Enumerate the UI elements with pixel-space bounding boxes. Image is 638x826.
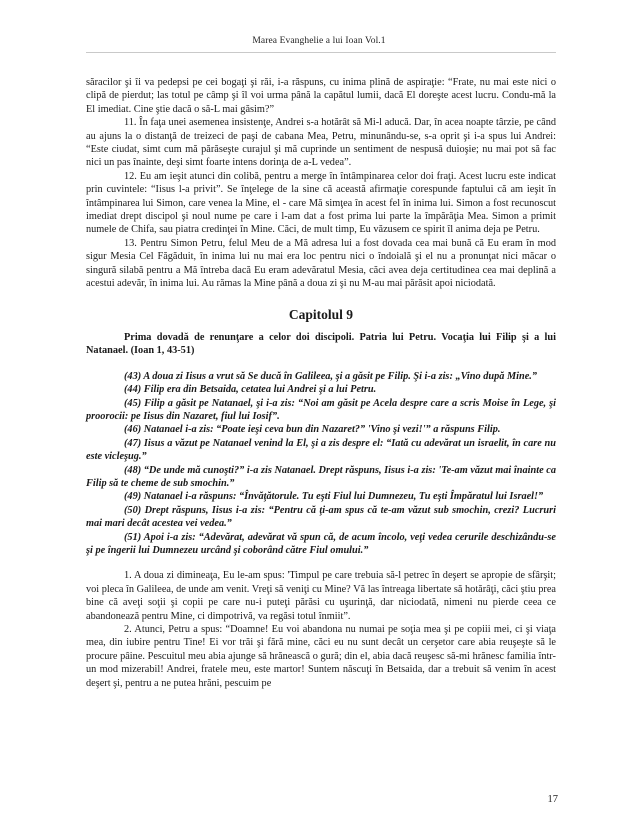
verse-46: (46) Natanael i-a zis: “Poate ieşi ceva bun din Nazaret?” 'Vino şi vezi!'” a răspuns Filip.: [124, 424, 501, 436]
chapter-title: Capitolul 9: [288, 306, 354, 322]
verse-44: (44) Filip era din Betsaida, cetatea lui Andrei şi a lui Petru.: [124, 384, 377, 396]
paragraph-12: 12. Eu am ieşit atunci din colibă, pentru a merge în întâmpinarea celor doi fraţi. Acest lucru este indicat prin cuvintele: “Iisus l-a privit”. Se înţelege de la sine că această afirmaţie corespunde faptului că am ieşit în întâmpinarea lui Simon, care venea la Mine, el - care Mă simţea în acest fel în inima lui. Simon a fost recunoscut imediat drept discipol şi noul nume pe care i l-am dat a fost prima lui parte la împărăţia Mea. Simon a primit numele de Chifa, sau piatra credinţei în Mine. Căci, de mult timp, Eu văzusem ce spirit îl anima deja pe Petru.: [86, 170, 556, 236]
paragraph-2: 2. Atunci, Petru a spus: “Doamne! Eu voi abandona nu numai pe soţia mea şi pe copiii mei, ci şi viaţa mea, din iubire pentru Tine! Ei vor trăi şi fără mine, căci eu nu sunt decât un cerşetor care abia reuşeşte să le procure pâine. Pescuitul meu abia ajunge să hrănească o gură; din el, abia dacă reuşesc să-mi hrănesc familia într-un mod mizerabil! Andrei, fratele meu, este martor! Suntem născuţi în Betsaida, dar a trebuit să venim în acest deşert şi, pentru a ne putea hrăni, pescuim pe: [86, 624, 556, 689]
verse-50: (50) Drept răspuns, Iisus i-a zis: “Pentru că ţi-am spus că te-am văzut sub smochin, crezi? Lucruri mai mari decât acestea vei vedea.”: [86, 504, 556, 530]
page-number: 17: [547, 794, 558, 805]
verse-51: (51) Apoi i-a zis: “Adevărat, adevărat vă spun că, de acum încolo, veţi vedea cerurile deschizându-se şi pe îngerii lui Dumnezeu urcând şi coborând către Fiul omului.”: [86, 531, 556, 556]
page-body: [86, 76, 556, 690]
paragraph-13: 13. Pentru Simon Petru, felul Meu de a Mă adresa lui a fost dovada cea mai bună că Eu eram în mod sigur Mesia Cel Făgăduit, în inima lui nu mai era loc pentru nici o îndoială şi el nu a pronunţat nici măcar o singură silabă pentru a Mă întreba dacă Eu eram adevăratul Mesia, căci avea deja certitudinea cea mai deplină a acestui adevăr, în inima lui. Au rămas la Mine până a doua zi şi nu M-au mai părăsit apoi niciodată.: [86, 237, 556, 290]
chapter-summary: Prima dovadă de renunţare a celor doi discipoli. Patria lui Petru. Vocaţia lui Filip şi a lui Natanael. (Ioan 1, 43-51): [86, 331, 556, 357]
paragraph-11: 11. În faţa unei asemenea insistenţe, Andrei s-a hotărât să Mi-l aducă. Dar, în acea noapte târzie, pe când au ajuns la o distanţă de treizeci de paşi de cabana Mea, Petru, minunându-se, s-a oprit şi i-a spus lui Andrei: “Este ciudat, simt cum mă părăseşte curajul şi mă cuprinde un sentiment de nespusă duioşie; nu mai pot să fac nici un pas înainte, deşi simt foarte intens dorinţa de a-L vedea”.: [86, 117, 556, 169]
verse-43: (43) A doua zi Iisus a vrut să Se ducă în Galileea, şi a găsit pe Filip. Şi i-a zis: „Vino după Mine.”: [124, 370, 537, 382]
verse-48: (48) “De unde mă cunoşti?” i-a zis Natanael. Drept răspuns, Iisus i-a zis: 'Te-am văzut mai înainte ca Filip să te cheme de sub smochin.”: [86, 464, 556, 489]
paragraph-continued: săracilor şi îi va pedepsi pe cei bogaţi şi răi, i-a răspuns, cu inima plină de aspiraţie: “Frate, nu mai este nici o clipă de pierdut; las totul pe câmp şi îl voi urma până la capătul lumii, dacă El doreşte acest lucru. Condu-mă la El imediat. Cine ştie dacă o să-L mai găsim?”: [86, 77, 556, 115]
paragraph-1: 1. A doua zi dimineaţa, Eu le-am spus: 'Timpul pe care trebuia să-l petrec în deşert se apropie de sfârşit; voi pleca în Galileea, de unde am venit. Vreţi să veniţi cu Mine? Vă las întreaga libertate să hotărâţi, căci ştiu prea bine că aveţi soţii şi copii pe care nu-i puteţi părăsi cu uşurinţă, dar niciodată, nimeni nu pierde ceea ce abandonează pentru Mine, ci dimpotrivă, va regăsi totul înmiit”.: [86, 570, 556, 622]
header-divider: [86, 52, 556, 53]
running-header: Marea Evanghelie a lui Ioan Vol.1: [252, 36, 386, 46]
verse-45: (45) Filip a găsit pe Natanael, şi i-a zis: “Noi am găsit pe Acela despre care a scris Moise în Lege, şi proorocii: pe Iisus din Nazaret, fiul lui Iosif”.: [86, 397, 556, 422]
verse-47: (47) Iisus a văzut pe Natanael venind la El, şi a zis despre el: “Iată cu adevărat un israelit, în care nu este vicleşug.”: [86, 437, 556, 463]
verse-49: (49) Natanael i-a răspuns: “Învăţătorule. Tu eşti Fiul lui Dumnezeu, Tu eşti Împăratul lui Israel!”: [124, 491, 544, 503]
